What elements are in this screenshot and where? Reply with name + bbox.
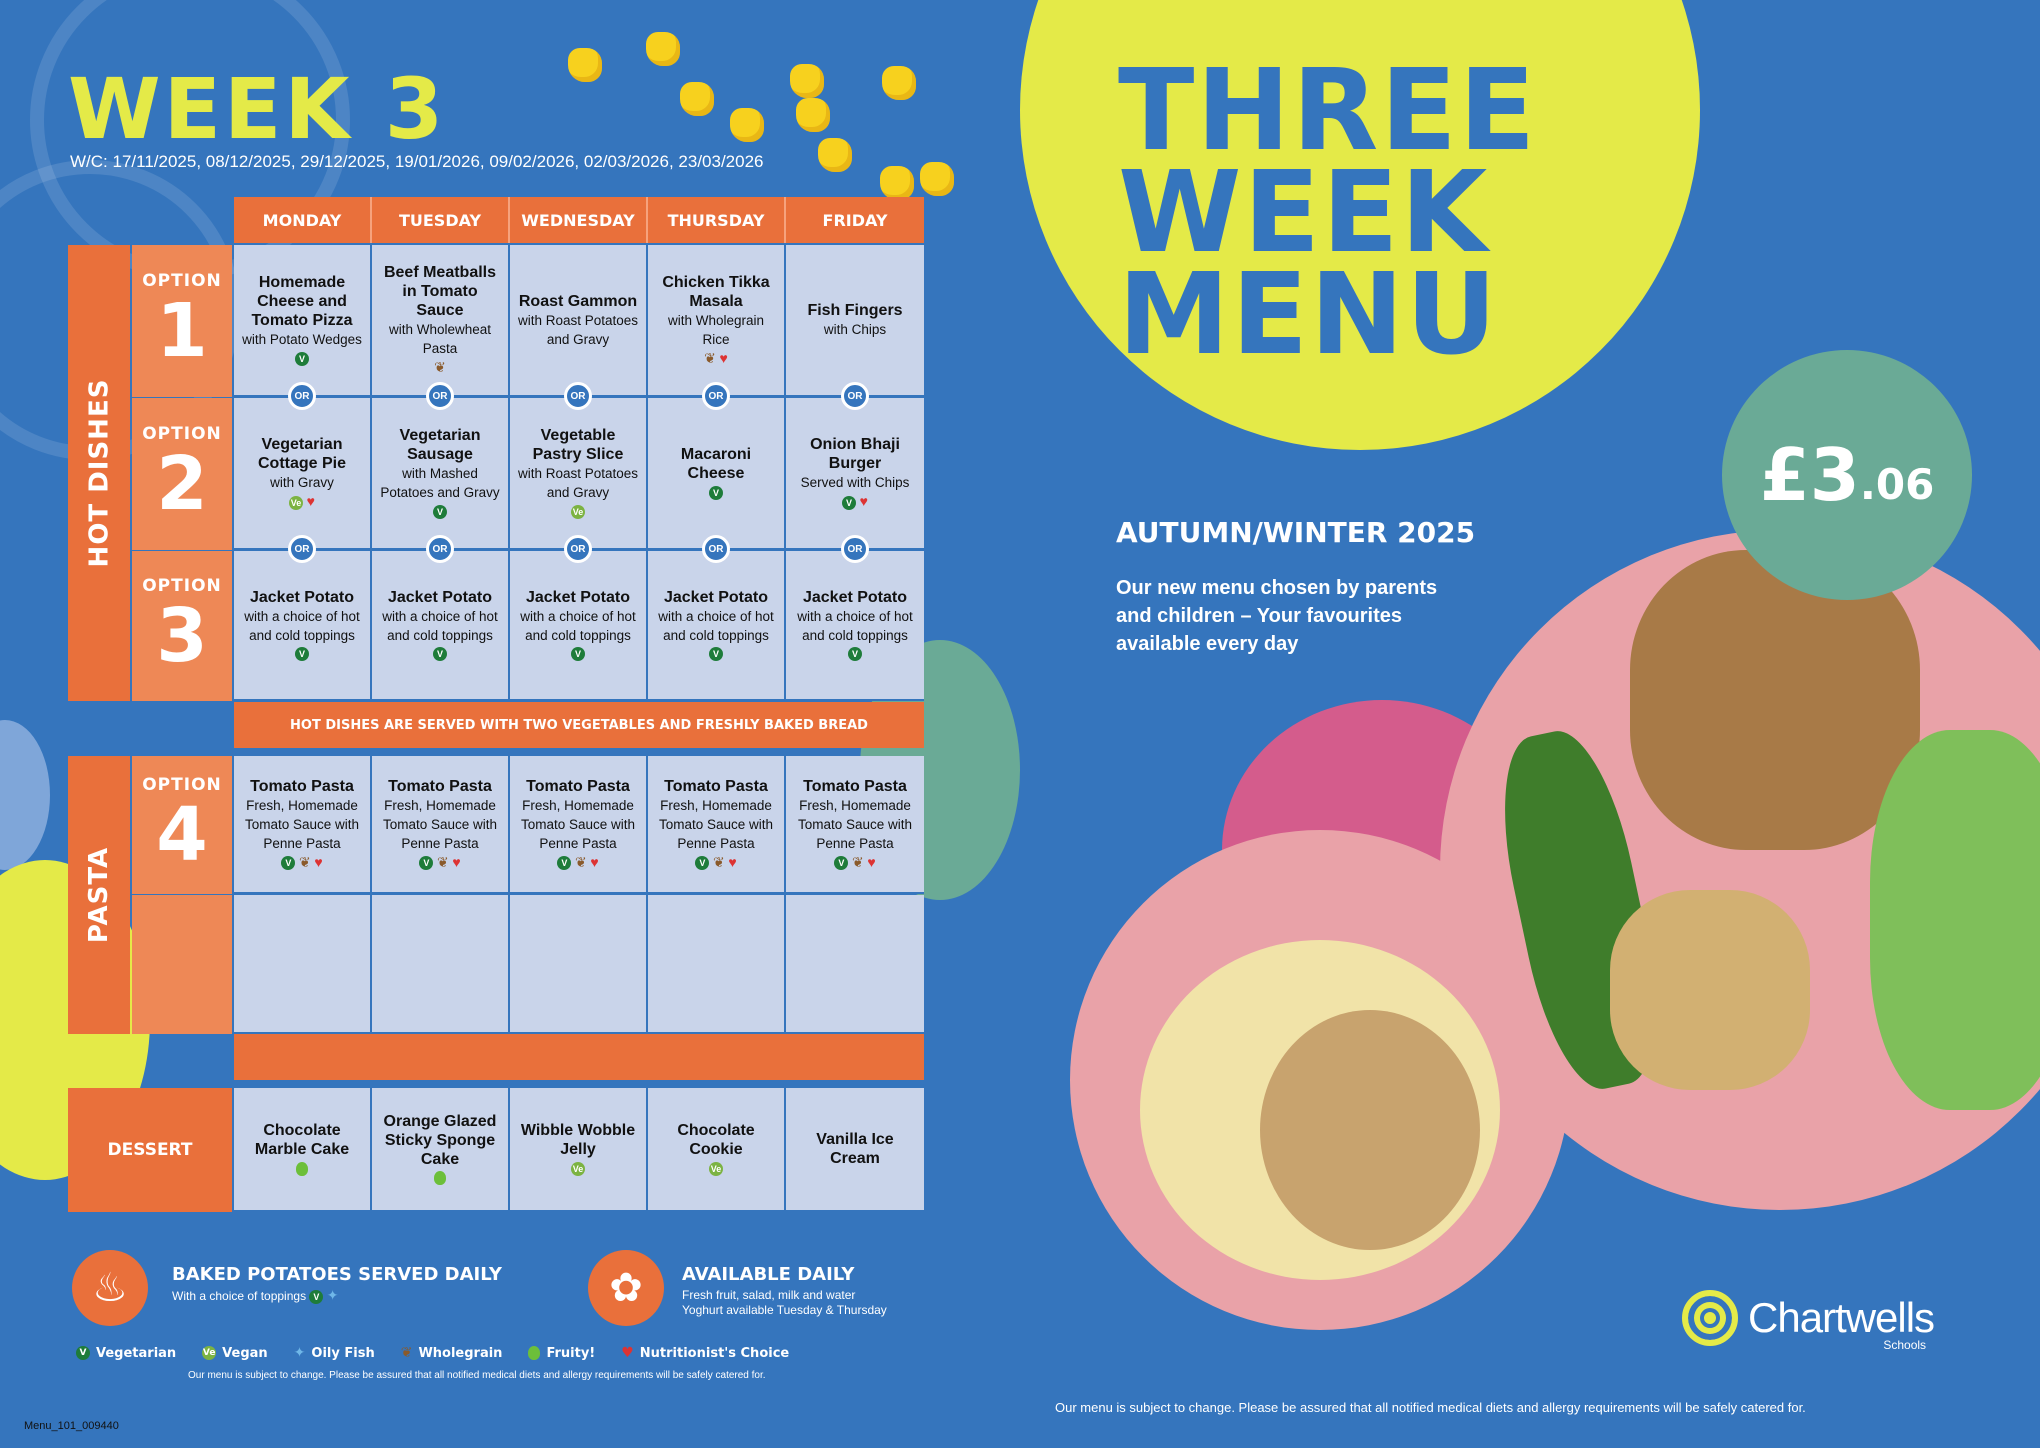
dish-name: Jacket Potato [802,588,908,606]
dish-description: with Roast Potatoes and Gravy [517,312,639,347]
or-badge: OR [288,535,316,563]
menu-cell [234,245,372,402]
corn-decoration [920,162,954,196]
dish-name: Tomato Pasta [388,777,492,795]
dish-icons [848,645,862,663]
dessert-icons [434,1169,446,1187]
hot-dishes-label: HOT DISHES [68,245,130,701]
or-badge: OR [426,535,454,563]
dish-icons [295,645,309,663]
corn-decoration [882,66,916,100]
wholegrain-icon: ❦ [436,853,449,870]
empty-row [234,895,924,1034]
table-cell [510,895,648,1034]
vegetarian-icon: V [709,486,723,500]
dish-description: Fresh, Homemade Tomato Sauce with Penne Pasta [244,797,360,851]
dessert-name: Chocolate Cookie [677,1122,755,1158]
wholegrain-icon: ❦ [712,853,725,870]
heart-icon: ♥ [590,853,599,870]
salad-bowl-icon: ✿ [588,1250,664,1326]
pasta-banner [234,1034,924,1080]
option-3-label: OPTION 3 [132,551,232,701]
menu-cell [234,398,372,555]
icon-legend [76,1345,789,1361]
option-4-label: OPTION 4 [132,756,232,894]
day-header-friday: FRIDAY [786,197,924,243]
or-badge: OR [288,382,316,410]
baked-potato-icon: ♨ [72,1250,148,1326]
heart-icon: ♥ [306,493,315,509]
heart-icon: ♥ [621,1345,634,1361]
baked-potatoes-title: BAKED POTATOES SERVED DAILY [172,1264,502,1285]
vegetarian-icon: V [695,856,709,870]
corn-decoration [880,166,914,200]
dessert-name: Chocolate Marble Cake [254,1122,350,1158]
apple-icon [296,1162,308,1176]
vegetarian-icon: V [433,505,447,519]
wholegrain-icon: ❦ [434,359,446,375]
day-header-monday: MONDAY [234,197,372,243]
dish-icons [834,853,875,872]
option-2-label: OPTION 2 [132,398,232,550]
dessert-cell [234,1088,372,1212]
option-1-label: OPTION 1 [132,245,232,397]
vegetarian-icon: V [419,856,433,870]
menu-cell [786,245,924,402]
dish-name: Beef Meatballs in Tomato Sauce [383,264,497,319]
price-badge: £3 .06 [1722,350,1972,600]
dish-icons [557,853,598,872]
corn-decoration [730,108,764,142]
dish-icons [704,349,728,368]
menu-cell [372,756,510,894]
dish-name: Tomato Pasta [803,777,907,795]
menu-cell [234,551,372,701]
dessert-label: DESSERT [68,1088,232,1212]
dish-description: with a choice of hot and cold toppings [382,608,498,643]
or-badge: OR [841,382,869,410]
vegetarian-icon: V [842,496,856,510]
dish-description: Fresh, Homemade Tomato Sauce with Penne Pasta [520,797,636,851]
dish-name: Vegetarian Sausage [399,427,481,463]
dish-description: Served with Chips [800,475,910,490]
chartwells-logo: Chartwells Schools [1682,1290,1934,1346]
menu-cell [510,245,648,402]
available-daily-sub: Fresh fruit, salad, milk and water Yoghurt available Tuesday & Thursday [682,1288,887,1317]
dish-description: with a choice of hot and cold toppings [520,608,636,643]
dish-name: Jacket Potato [663,588,769,606]
dish-icons [433,502,447,520]
corn-decoration [818,138,852,172]
menu-cell [648,398,786,555]
heart-icon: ♥ [728,853,737,870]
heart-icon: ♥ [314,853,323,870]
option-3-row [234,551,924,701]
or-badge: OR [702,382,730,410]
dish-name: Homemade Cheese and Tomato Pizza [251,274,353,329]
dish-description: with Chips [823,322,887,337]
tagline: Our new menu chosen by parents and children – Your favourites available every day [1116,577,1438,655]
dessert-name: Orange Glazed Sticky Sponge Cake [383,1112,497,1168]
option-1-row [234,245,924,402]
menu-cell [786,398,924,555]
dessert-icons [709,1159,723,1177]
dessert-row [234,1088,924,1212]
menu-cell [648,551,786,701]
dessert-icons [296,1159,308,1177]
dish-description: with a choice of hot and cold toppings [658,608,774,643]
dish-description: with a choice of hot and cold toppings [244,608,360,643]
vegetarian-icon: V [281,856,295,870]
dish-name: Jacket Potato [387,588,493,606]
dish-icons [289,492,315,511]
legend-vegan: Ve Vegan [202,1345,268,1361]
dish-icons [281,853,322,872]
wholegrain-icon: ❦ [400,1345,413,1361]
day-header-thursday: THURSDAY [648,197,786,243]
dish-description: with Wholewheat Pasta [388,322,492,356]
vegetarian-icon: V [295,352,309,366]
dish-icons [571,645,585,663]
corn-decoration [796,98,830,132]
week-title: WEEK 3 [68,60,447,158]
menu-cell [234,756,372,894]
dish-icons [419,853,460,872]
menu-cell [372,245,510,402]
heart-icon: ♥ [867,853,876,870]
menu-disclaimer-left: Our menu is subject to change. Please be assured that all notified medical diets and allergy requirements will be safely catered for. [188,1370,766,1381]
vegetarian-icon: V [571,647,585,661]
dish-name: Tomato Pasta [526,777,630,795]
dish-description: Fresh, Homemade Tomato Sauce with Penne Pasta [382,797,498,851]
wholegrain-icon: ❦ [704,349,716,366]
dessert-icons [571,1159,585,1177]
hot-dishes-banner: HOT DISHES ARE SERVED WITH TWO VEGETABLES AND FRESHLY BAKED BREAD [234,702,924,748]
dish-name: Tomato Pasta [664,777,768,795]
corn-decoration [790,64,824,98]
vegetarian-icon: V [709,647,723,661]
legend-fruity: Fruity! [528,1346,595,1361]
dish-name: Fish Fingers [807,302,903,319]
dish-icons [842,492,868,511]
corn-decoration [568,48,602,82]
vegetarian-icon: V [76,1346,90,1360]
menu-cell [372,398,510,555]
corn-decoration [680,82,714,116]
dessert-cell [510,1088,648,1212]
heart-icon: ♥ [719,349,728,366]
menu-cell [648,756,786,894]
legend-vegetarian: V Vegetarian [76,1346,176,1361]
wholegrain-icon: ❦ [851,853,864,870]
decorative-blob [0,720,50,870]
menu-cell [510,398,648,555]
wholegrain-icon: ❦ [574,853,587,870]
dish-name: Vegetable Pastry Slice [532,427,624,463]
dish-description: with Mashed Potatoes and Gravy [380,466,500,500]
three-week-menu-title: THREE WEEK MENU [1118,46,1538,380]
dish-icons [433,645,447,663]
vegetarian-icon: V [295,647,309,661]
corn-decoration [646,32,680,66]
vegetarian-icon: V [834,856,848,870]
dish-icons [709,483,723,501]
season-heading: AUTUMN/WINTER 2025 [1116,516,1476,549]
fish-icon: ✦ [293,1345,306,1361]
vegetarian-icon: V [433,647,447,661]
or-badge: OR [564,535,592,563]
pasta-label: PASTA [68,756,130,1034]
dish-description: Fresh, Homemade Tomato Sauce with Penne Pasta [797,797,913,851]
heart-icon: ♥ [859,493,868,509]
wholegrain-icon: ❦ [298,853,311,870]
dish-icons [295,349,309,367]
dish-description: with Roast Potatoes and Gravy [517,466,639,500]
dish-icons [571,502,585,520]
dish-name: Tomato Pasta [250,777,354,795]
menu-disclaimer-right: Our menu is subject to change. Please be assured that all notified medical diets and allergy requirements will be safely catered for. [1055,1400,1806,1415]
day-header-wednesday: WEDNESDAY [510,197,648,243]
menu-cell [510,551,648,701]
dish-icons [709,645,723,663]
or-badge: OR [841,535,869,563]
legend-wholegrain: ❦ Wholegrain [400,1345,503,1361]
apple-icon [434,1171,446,1185]
menu-cell [648,245,786,402]
vegan-icon: Ve [710,1163,722,1174]
option-blank-label [132,895,232,1034]
vegan-icon: Ve [202,1348,216,1358]
dish-name: Macaroni Cheese [680,446,752,482]
or-badge: OR [564,382,592,410]
week-commencing-dates: W/C: 17/11/2025, 08/12/2025, 29/12/2025, 19/01/2026, 09/02/2026, 02/03/2026, 23/03/2026 [70,152,764,171]
table-cell [234,895,372,1034]
day-header-tuesday: TUESDAY [372,197,510,243]
dessert-name: Wibble Wobble Jelly [520,1122,636,1158]
baked-potatoes-sub: With a choice of toppings V ✦ [172,1287,339,1303]
option-4-row [234,756,924,894]
apple-icon [528,1346,540,1360]
table-cell [372,895,510,1034]
vegan-icon: Ve [572,1163,584,1174]
menu-code: Menu_101_009440 [24,1420,119,1432]
dish-icons [695,853,736,872]
vegetarian-icon: V [848,647,862,661]
dish-name: Roast Gammon [518,292,638,310]
dessert-name: Vanilla Ice Cream [816,1131,894,1167]
available-daily-title: AVAILABLE DAILY [682,1264,855,1285]
dish-name: Jacket Potato [249,588,355,606]
or-badge: OR [426,382,454,410]
option-2-row [234,398,924,555]
chartwells-logo-icon [1682,1290,1738,1346]
dish-name: Onion Bhaji Burger [810,436,900,472]
day-headers [234,197,924,243]
dish-description: Fresh, Homemade Tomato Sauce with Penne Pasta [658,797,774,851]
dessert-cell [786,1088,924,1212]
dessert-cell [648,1088,786,1212]
dish-icons [434,358,446,377]
heart-icon: ♥ [452,853,461,870]
table-cell [786,895,924,1034]
dish-name: Chicken Tikka Masala [662,273,770,310]
vegan-icon: Ve [290,497,302,508]
menu-cell [510,756,648,894]
vegetarian-icon: V [557,856,571,870]
or-badge: OR [702,535,730,563]
dish-description: with Wholegrain Rice [667,312,765,347]
menu-cell [786,551,924,701]
menu-cell [372,551,510,701]
dessert-cell [372,1088,510,1212]
dish-description: with a choice of hot and cold toppings [797,608,913,643]
vegan-icon: Ve [572,506,584,517]
dish-name: Jacket Potato [525,588,631,606]
table-cell [648,895,786,1034]
dish-description: with Gravy [270,475,334,490]
legend-nutritionist: ♥ Nutritionist's Choice [621,1345,790,1361]
menu-cell [786,756,924,894]
dish-name: Vegetarian Cottage Pie [257,436,346,472]
legend-oily-fish: ✦ Oily Fish [293,1345,375,1361]
dish-description: with Potato Wedges [242,332,362,347]
